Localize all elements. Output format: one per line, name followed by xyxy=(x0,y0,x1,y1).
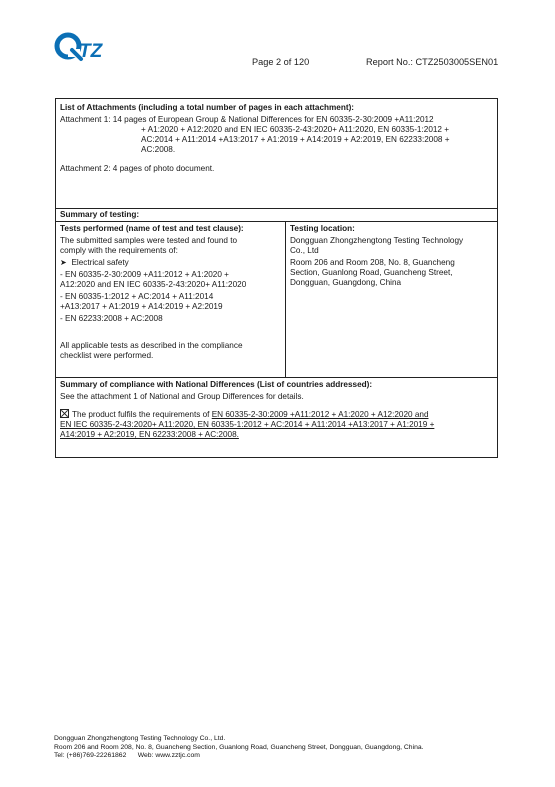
location-name-2: Co., Ltd xyxy=(290,246,319,255)
attachment-1-line-3: AC:2014 + A11:2014 +A13:2017 + A1:2019 + A14:2019 + A2:2019, EN 62233:2008 + xyxy=(141,135,450,144)
closing-line-1: All applicable tests as described in the compliance xyxy=(60,341,243,350)
company-logo xyxy=(54,30,110,64)
tests-performed-column xyxy=(56,222,286,377)
tests-intro-1: The submitted samples were tested and found to xyxy=(60,236,238,245)
standard-1-line-2: A12:2020 and EN IEC 60335-2-43:2020+ A11:2020 xyxy=(60,280,247,289)
attachment-1-line-4: AC:2008. xyxy=(141,145,176,154)
logo-text: TZ xyxy=(79,41,103,62)
fulfils-standards-1: EN 60335-2-30:2009 +A11:2012 + A1:2020 + A12:2020 and xyxy=(211,410,429,419)
summary-body xyxy=(56,222,497,378)
standard-3: - EN 62233:2008 + AC:2008 xyxy=(60,314,163,323)
standard-1-line-1: - EN 60335-2-30:2009 +A11:2012 + A1:2020 + xyxy=(60,270,229,279)
fulfils-statement xyxy=(56,408,497,440)
national-differences-section xyxy=(56,378,497,457)
location-address-2: Section, Guanlong Road, Guancheng Street, xyxy=(290,268,453,277)
attachments-title: List of Attachments (including a total number of pages in each attachment): xyxy=(60,103,355,112)
footer-address: Room 206 and Room 208, No. 8, Guancheng Section, Guanlong Road, Guancheng Street, Dongguan, Guangdong, China. xyxy=(54,743,424,751)
bullet-item xyxy=(60,258,281,268)
fulfils-standards-2: EN IEC 60335-2-43:2020+ A11:2020, EN 60335-1:2012 + AC:2014 + A11:2014 +A13:2017 + A1:2019 + xyxy=(60,420,435,429)
fulfils-standards-3: A14:2019 + A2:2019, EN 62233:2008 + AC:2008. xyxy=(60,430,239,439)
closing-line-2: checklist were performed. xyxy=(60,351,154,360)
standard-2-line-1: - EN 60335-1:2012 + AC:2014 + A11:2014 xyxy=(60,292,214,301)
report-number: Report No.: CTZ2503005SEN01 xyxy=(366,57,499,67)
location-address-1: Room 206 and Room 208, No. 8, Guancheng xyxy=(290,258,455,267)
location-name-1: Dongguan Zhongzhengtong Testing Technology xyxy=(290,236,464,245)
summary-title-row xyxy=(56,209,497,222)
page-number: Page 2 of 120 xyxy=(252,57,310,67)
summary-title: Summary of testing: xyxy=(60,210,140,219)
fulfils-prefix: The product fulfils the requirements of xyxy=(72,410,212,419)
attachment-1-line-2: + A1:2020 + A12:2020 and EN IEC 60335-2-43:2020+ A11:2020, EN 60335-1:2012 + xyxy=(141,125,450,134)
footer xyxy=(54,735,424,761)
national-line: See the attachment 1 of National and Group Differences for details. xyxy=(60,392,304,401)
report-table xyxy=(55,98,498,458)
footer-company: Dongguan Zhongzhengtong Testing Technology Co., Ltd. xyxy=(54,735,226,742)
arrow-bullet-icon: ➤ xyxy=(60,258,67,267)
attachments-section xyxy=(56,99,497,209)
tests-intro-2: comply with the requirements of: xyxy=(60,246,178,255)
national-title: Summary of compliance with National Differences (List of countries addressed): xyxy=(60,380,373,389)
bullet-label: Electrical safety xyxy=(71,258,129,267)
attachment-1 xyxy=(56,115,497,155)
tests-title: Tests performed (name of test and test clause): xyxy=(60,224,244,233)
checked-checkbox-icon xyxy=(60,409,69,418)
standard-2-line-2: +A13:2017 + A1:2019 + A14:2019 + A2:2019 xyxy=(60,302,223,311)
location-title: Testing location: xyxy=(290,224,355,233)
attachment-1-line-1: Attachment 1: 14 pages of European Group & National Differences for EN 60335-2-30:2009 +A11:2012 xyxy=(60,115,434,124)
testing-location-column xyxy=(286,222,497,377)
footer-contact: Tel: (+86)769-22261862 Web: www.zztjc.com xyxy=(54,752,200,760)
attachment-2: Attachment 2: 4 pages of photo document. xyxy=(60,164,215,173)
location-address-3: Dongguan, Guangdong, China xyxy=(290,278,402,287)
